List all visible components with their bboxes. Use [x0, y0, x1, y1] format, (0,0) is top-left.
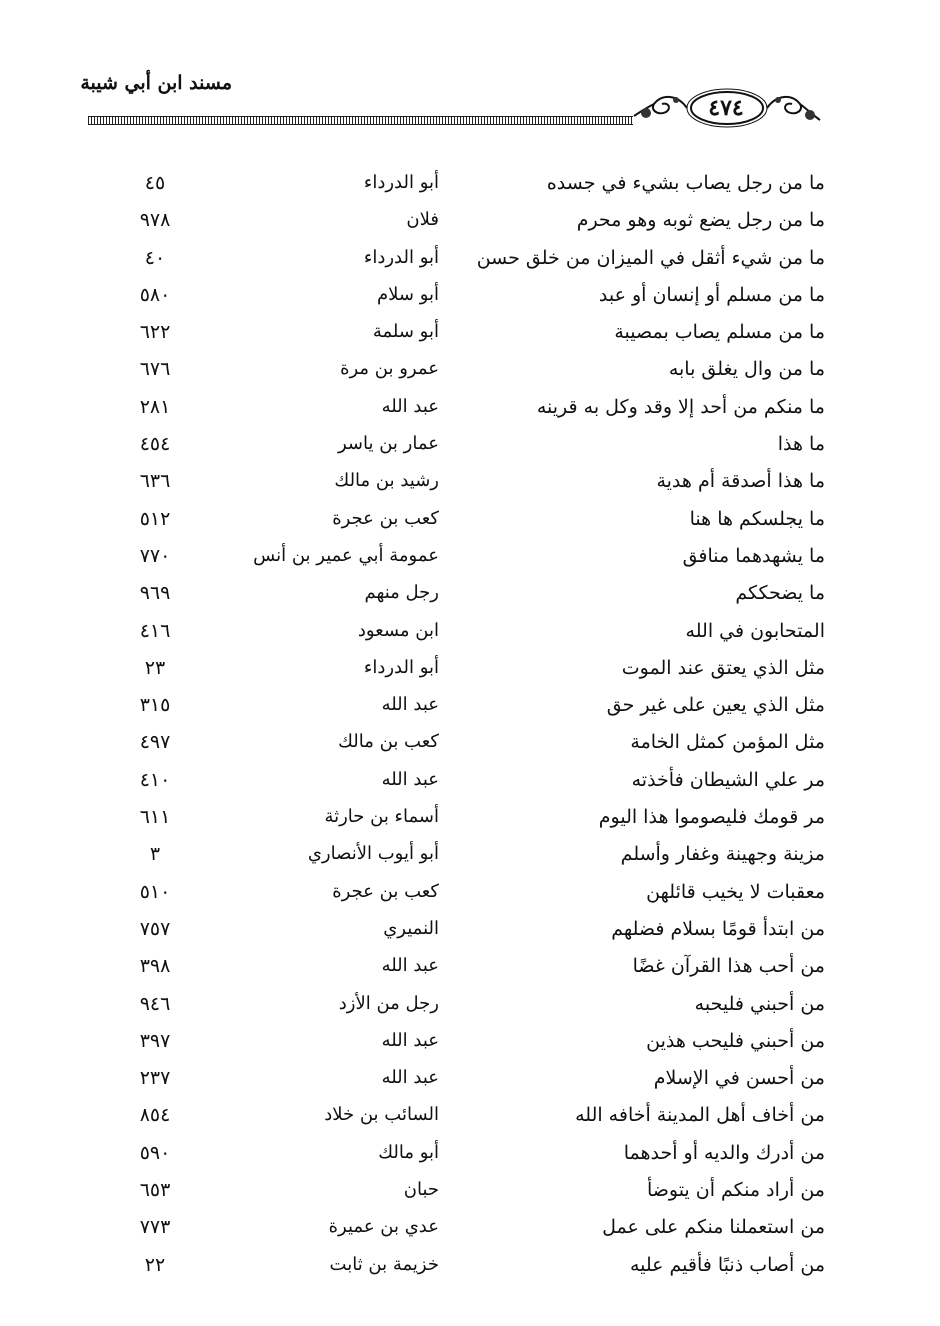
hadith-text: من ابتدأ قومًا بسلام فضلهم	[611, 917, 825, 940]
hadith-number: ٦٥٣	[139, 1179, 171, 1202]
index-row	[90, 802, 825, 839]
index-row	[90, 578, 825, 615]
narrator: النميري	[383, 917, 439, 939]
hadith-text: المتحابون في الله	[685, 619, 825, 642]
narrator: كعب بن مالك	[338, 731, 439, 753]
hadith-text: ما هذا أصدقة أم هدية	[656, 470, 825, 493]
index-row	[90, 541, 825, 578]
hadith-text: ما منكم من أحد إلا وقد وكل به قرينه	[536, 395, 825, 418]
hadith-text: مثل الذي يعين على غير حق	[606, 694, 825, 717]
hadith-text: مثل المؤمن كمثل الخامة	[630, 731, 825, 754]
index-row	[90, 1250, 825, 1287]
hadith-number: ٩٤٦	[139, 992, 171, 1015]
index-row	[90, 914, 825, 951]
hadith-text: من أحب هذا القرآن غضًا	[632, 955, 825, 978]
index-row	[90, 1063, 825, 1100]
index-row	[90, 727, 825, 764]
index-row	[90, 354, 825, 391]
hadith-text: من أدرك والديه أو أحدهما	[623, 1141, 825, 1164]
hadith-number: ٤١٠	[139, 768, 171, 791]
index-row	[90, 280, 825, 317]
index-row	[90, 205, 825, 242]
narrator: كعب بن عجرة	[332, 507, 439, 529]
index-row	[90, 317, 825, 354]
hadith-number: ٧٧٣	[139, 1216, 171, 1239]
hadith-number: ٩٧٨	[139, 209, 171, 232]
hadith-text: من أحسن في الإسلام	[653, 1067, 825, 1090]
hadith-text: من أصاب ذنبًا فأقيم عليه	[629, 1253, 825, 1276]
page-header	[0, 0, 940, 140]
hadith-number: ٤٥	[144, 172, 166, 194]
narrator: أسماء بن حارثة	[324, 806, 439, 828]
header-rule	[88, 116, 633, 125]
index-row	[90, 877, 825, 914]
hadith-text: ما من مسلم يصاب بمصيبة	[614, 321, 825, 344]
narrator: أبو مالك	[378, 1141, 439, 1163]
book-title: مسند ابن أبي شيبة	[80, 72, 232, 94]
narrator: أبو الدرداء	[363, 246, 439, 268]
narrator: فلان	[406, 209, 439, 231]
narrator: عبد الله	[381, 395, 439, 417]
hadith-number: ٩٦٩	[139, 582, 171, 605]
narrator: عمرو بن مرة	[340, 358, 439, 380]
hadith-text: ما من مسلم أو إنسان أو عبد	[598, 283, 825, 306]
index-row	[90, 429, 825, 466]
hadith-number: ٦٣٦	[139, 470, 171, 493]
narrator: ابن مسعود	[357, 619, 439, 641]
hadith-number: ٣١٥	[139, 694, 171, 717]
narrator: السائب بن خلاد	[324, 1104, 439, 1126]
index-row	[90, 504, 825, 541]
narrator: عبد الله	[381, 694, 439, 716]
hadith-text: مر قومك فليصوموا هذا اليوم	[598, 806, 825, 829]
hadith-number: ٧٧٠	[139, 544, 171, 567]
narrator: عمومة أبي عمير بن أنس	[253, 544, 439, 566]
narrator: رجل من الأزد	[338, 992, 439, 1014]
hadith-number: ٦٧٦	[139, 358, 171, 381]
hadith-text: ما يضحككم	[735, 582, 825, 605]
page-number: ٤٧٤	[708, 95, 744, 121]
index-row	[90, 1212, 825, 1249]
index-row	[90, 951, 825, 988]
index-row	[90, 1026, 825, 1063]
hadith-number: ٥١٠	[139, 880, 171, 903]
hadith-text: ما يشهدهما منافق	[682, 544, 825, 567]
hadith-number: ٤٩٧	[139, 731, 171, 754]
hadith-number: ٥٨٠	[139, 283, 171, 306]
hadith-text: من أراد منكم أن يتوضأ	[646, 1179, 825, 1202]
hadith-text: مزينة وجهينة وغفار وأسلم	[620, 843, 825, 866]
index-row	[90, 839, 825, 876]
hadith-text: من أحبني فليحب هذين	[646, 1029, 825, 1052]
hadith-number: ٣٩٧	[139, 1029, 171, 1052]
hadith-text: من أحبني فليحبه	[694, 992, 825, 1015]
narrator: أبو سلمة	[372, 321, 439, 343]
hadith-number: ٥٩٠	[139, 1141, 171, 1164]
hadith-number: ٤١٦	[139, 619, 171, 642]
hadith-number: ٦٢٢	[139, 321, 171, 344]
hadith-number: ٢٣	[144, 656, 166, 679]
narrator: عبد الله	[381, 1029, 439, 1051]
hadith-text: ما هذا	[777, 433, 825, 456]
narrator: أبو الدرداء	[363, 656, 439, 678]
narrator: رجل منهم	[364, 582, 439, 604]
index-row	[90, 616, 825, 653]
hadith-number: ٤٥٤	[139, 433, 171, 456]
narrator: رشيد بن مالك	[334, 470, 439, 492]
index-row	[90, 765, 825, 802]
hadith-number: ٢٣٧	[139, 1067, 171, 1090]
hadith-text: ما من شيء أثقل في الميزان من خلق حسن	[476, 246, 825, 269]
narrator: عدي بن عميرة	[328, 1216, 439, 1238]
hadith-number: ٨٥٤	[139, 1104, 171, 1127]
index-row	[90, 653, 825, 690]
narrator: أبو أيوب الأنصاري	[307, 843, 439, 865]
index-row	[90, 392, 825, 429]
index-row	[90, 466, 825, 503]
index-row	[90, 168, 825, 205]
narrator: خزيمة بن ثابت	[329, 1253, 439, 1275]
index-row	[90, 243, 825, 280]
narrator: أبو سلام	[377, 283, 439, 305]
index-row	[90, 1175, 825, 1212]
hadith-number: ٧٥٧	[139, 917, 171, 940]
hadith-text: ما من وال يغلق بابه	[668, 358, 825, 381]
index-table	[90, 168, 825, 1287]
narrator: كعب بن عجرة	[332, 880, 439, 902]
hadith-number: ٣٩٨	[139, 955, 171, 978]
hadith-text: من استعملنا منكم على عمل	[602, 1216, 825, 1239]
narrator: أبو الدرداء	[363, 172, 439, 193]
hadith-number: ٢٨١	[139, 395, 171, 418]
hadith-number: ٥١٢	[139, 507, 171, 530]
hadith-text: مر علي الشيطان فأخذته	[631, 768, 825, 791]
narrator: عبد الله	[381, 955, 439, 977]
index-row	[90, 1138, 825, 1175]
narrator: عبد الله	[381, 1067, 439, 1089]
hadith-text: ما يجلسكم ها هنا	[689, 507, 825, 530]
hadith-number: ٦١١	[139, 806, 171, 829]
hadith-number: ٤٠	[144, 246, 166, 269]
hadith-text: مثل الذي يعتق عند الموت	[621, 656, 825, 679]
narrator: حبان	[403, 1179, 439, 1201]
index-row	[90, 989, 825, 1026]
hadith-number: ٣	[149, 843, 161, 866]
hadith-text: من أخاف أهل المدينة أخافه الله	[575, 1104, 825, 1127]
hadith-text: ما من رجل يصاب بشيء في جسده	[546, 172, 825, 194]
hadith-number: ٢٢	[144, 1253, 166, 1276]
index-row	[90, 690, 825, 727]
hadith-text: ما من رجل يضع ثوبه وهو محرم	[576, 209, 825, 232]
hadith-text: معقبات لا يخيب قائلهن	[646, 880, 825, 903]
narrator: عمار بن ياسر	[338, 433, 439, 455]
index-row	[90, 1100, 825, 1137]
narrator: عبد الله	[381, 768, 439, 790]
